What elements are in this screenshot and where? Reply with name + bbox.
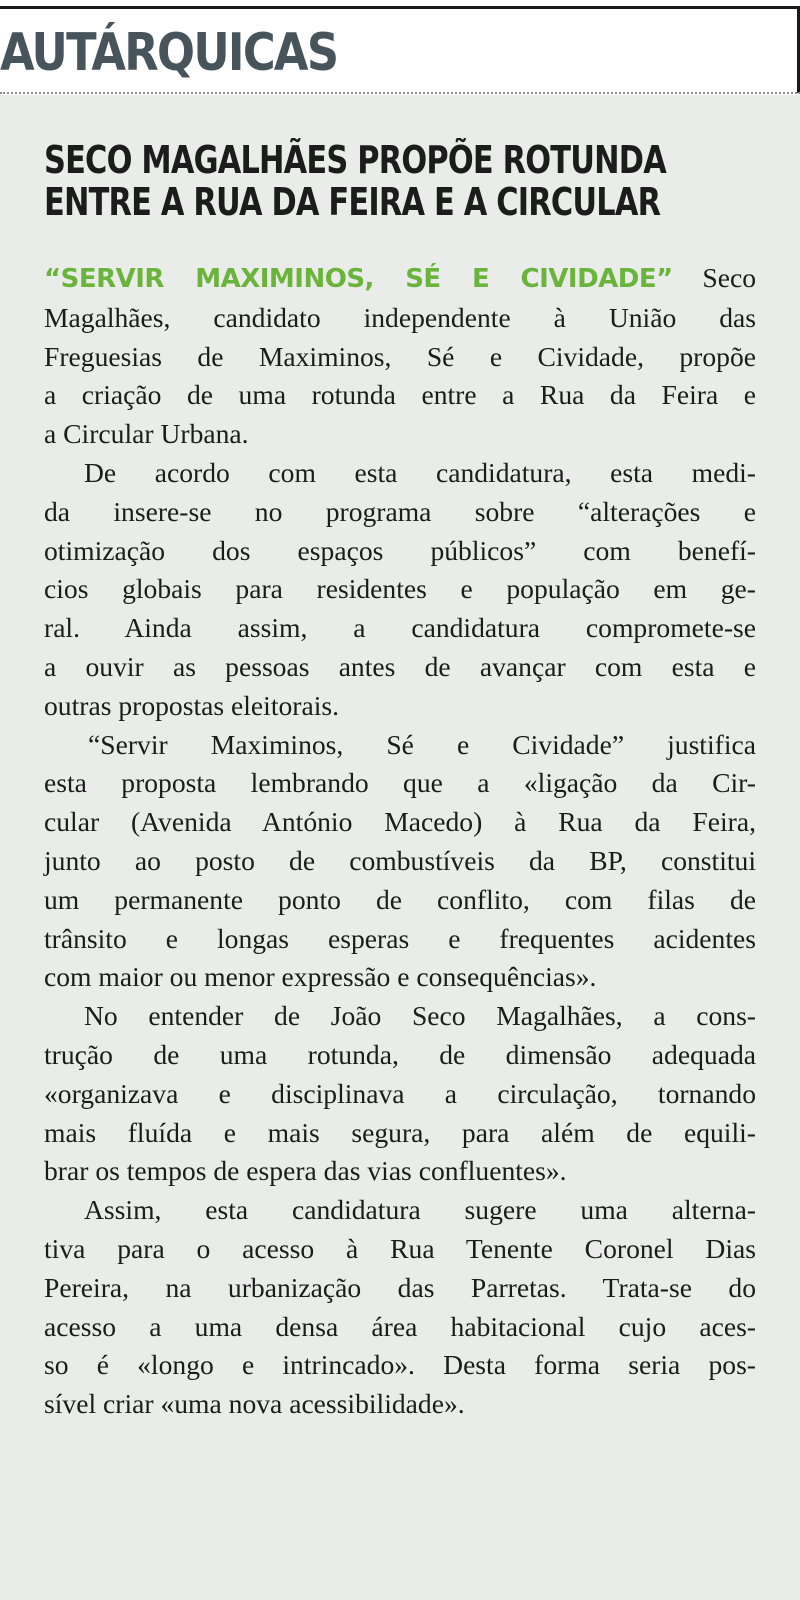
body-line: tiva para o acesso à Rua Tenente Coronel Dias: [44, 1232, 756, 1264]
body-line: a ouvir as pessoas antes de avançar com esta e: [44, 650, 756, 682]
dotted-divider: [0, 92, 800, 94]
body-line: sível criar «uma nova acessibilidade».: [44, 1388, 465, 1420]
article-headline: [44, 138, 666, 224]
body-line: Pereira, na urbanização das Parretas. Trata-se do: [44, 1271, 756, 1303]
body-line: acesso a uma densa área habitacional cujo aces-: [44, 1310, 756, 1342]
body-line: cular (Avenida António Macedo) à Rua da Feira,: [44, 806, 756, 838]
section-title: AUTÁRQUICAS: [0, 23, 338, 83]
body-line: cios globais para residentes e população em ge-: [44, 573, 756, 605]
body-line: “Servir Maximinos, Sé e Cividade” justifica: [88, 728, 756, 760]
body-line: trânsito e longas esperas e frequentes acidentes: [44, 922, 756, 954]
body-line: [44, 259, 756, 299]
article-kicker: “SERVIR MAXIMINOS, SÉ E CIVIDADE”: [44, 264, 673, 294]
body-line: ral. Ainda assim, a candidatura compromete-se: [44, 612, 756, 644]
body-line: outras propostas eleitorais.: [44, 689, 340, 721]
body-line: Freguesias de Maximinos, Sé e Cividade, propõe: [44, 340, 756, 372]
body-line: junto ao posto de combustíveis da BP, constitui: [44, 844, 756, 876]
article-panel: [0, 95, 800, 1600]
body-line: trução de uma rotunda, de dimensão adequada: [44, 1038, 756, 1070]
body-line: da insere-se no programa sobre “alterações e: [44, 495, 756, 527]
body-line: um permanente ponto de conflito, com filas de: [44, 883, 756, 915]
body-line: Assim, esta candidatura sugere uma alterna-: [84, 1194, 756, 1226]
headline-line-1: SECO MAGALHÃES PROPÕE ROTUNDA: [44, 138, 666, 182]
body-line: De acordo com esta candidatura, esta medi-: [84, 456, 756, 488]
body-line: so é «longo e intrincado». Desta forma seria pos-: [44, 1349, 756, 1381]
section-header: [0, 9, 800, 93]
body-line: brar os tempos de espera das vias confluentes».: [44, 1155, 567, 1187]
body-line: otimização dos espaços públicos” com benefí-: [44, 534, 756, 566]
headline-line-2: ENTRE A RUA DA FEIRA E A CIRCULAR: [44, 180, 661, 224]
body-line: mais fluída e mais segura, para além de equili-: [44, 1116, 756, 1148]
body-line: a criação de uma rotunda entre a Rua da Feira e: [44, 379, 756, 411]
body-line: No entender de João Seco Magalhães, a cons-: [84, 1000, 756, 1032]
article-body: [44, 259, 756, 1424]
body-line-text: Seco: [672, 262, 756, 293]
body-line: Magalhães, candidato independente à União das: [44, 301, 756, 333]
body-line: «organizava e disciplinava a circulação, tornando: [44, 1077, 756, 1109]
body-line: com maior ou menor expressão e consequências».: [44, 961, 597, 993]
body-line: esta proposta lembrando que a «ligação da Cir-: [44, 767, 756, 799]
body-line: a Circular Urbana.: [44, 418, 249, 450]
